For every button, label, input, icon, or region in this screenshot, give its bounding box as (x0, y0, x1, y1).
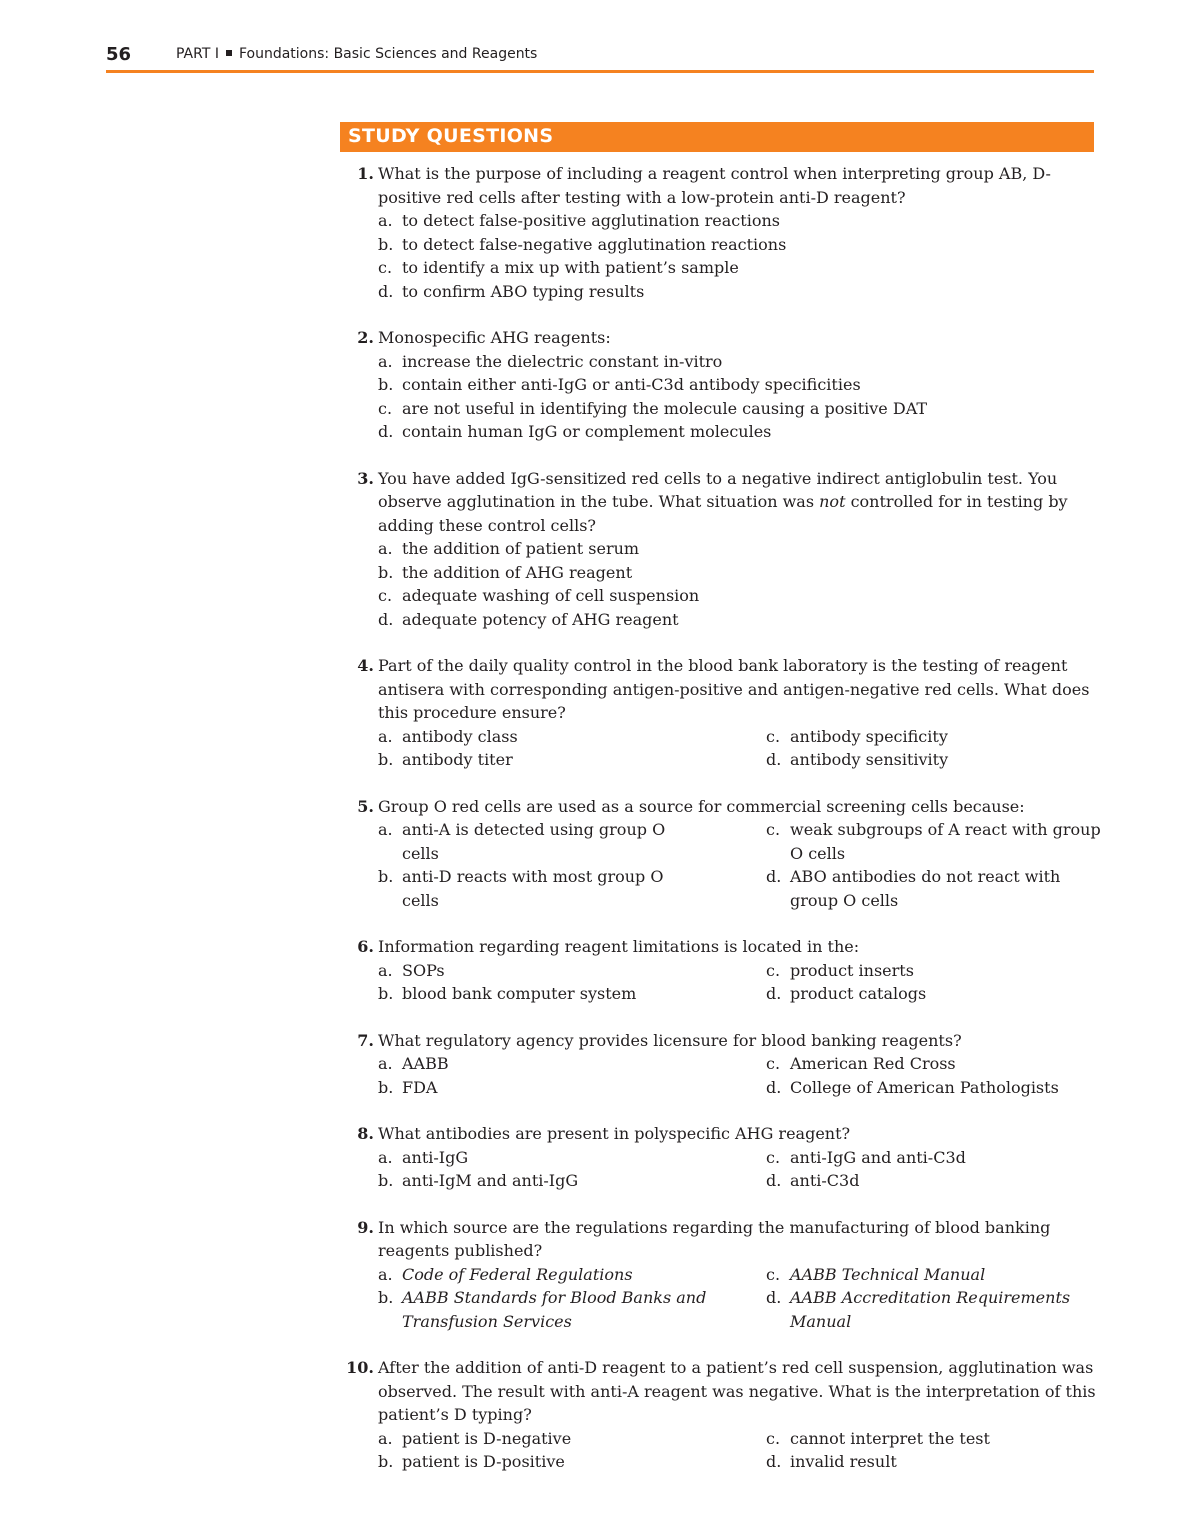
option-letter: a. (378, 211, 393, 230)
option-b (378, 1076, 766, 1100)
option-letter: d. (766, 984, 782, 1003)
option-text: anti-IgM and anti-IgG (402, 1171, 579, 1190)
option-letter: d. (766, 1171, 782, 1190)
option-b (378, 982, 766, 1006)
option-text: AABB Accreditation Requirements Manual (790, 1288, 1071, 1331)
option-text: contain either anti-IgG or anti-C3d antibody specificities (402, 375, 861, 394)
question-stem: What regulatory agency provides licensure for blood banking reagents? (378, 1030, 962, 1050)
option-text: to identify a mix up with patient’s sample (402, 258, 739, 277)
option-letter: b. (378, 1452, 394, 1471)
option-d (378, 608, 1100, 632)
option-list (340, 350, 1100, 444)
option-letter: a. (378, 726, 393, 746)
question-1 (340, 162, 1100, 303)
question-stem (378, 467, 1100, 538)
option-c (766, 1146, 1096, 1170)
question-stem: In which source are the regulations regarding the manufacturing of blood banking reagents published? (378, 1217, 1051, 1260)
option-letter: a. (378, 1054, 393, 1073)
question-list (340, 162, 1100, 1497)
option-a (378, 725, 766, 749)
option-c (766, 1427, 1096, 1451)
option-text: FDA (402, 1077, 438, 1097)
question-stem: What is the purpose of including a reagent control when interpreting group AB, D-positive red cells after testing with a low-protein anti-D reagent? (378, 164, 1051, 207)
option-list (378, 725, 1100, 772)
chapter-title: Foundations: Basic Sciences and Reagents (238, 46, 538, 62)
option-text: patient is D-positive (402, 1452, 565, 1471)
question-number: 2. (357, 328, 374, 347)
question-number: 9. (357, 1217, 374, 1237)
option-text: AABB Standards for Blood Banks and Transfusion Services (402, 1288, 707, 1331)
part-label: PART I (176, 46, 219, 62)
question-3 (340, 467, 1100, 632)
question-6 (340, 935, 1100, 1006)
option-a (378, 350, 1100, 374)
option-letter: b. (378, 562, 394, 582)
option-text: Code of Federal Regulations (402, 1264, 633, 1284)
option-text: College of American Pathologists (790, 1077, 1059, 1097)
option-c (766, 1052, 1096, 1076)
question-number: 1. (357, 164, 374, 183)
square-bullet-icon (226, 50, 232, 56)
option-c (766, 959, 1096, 983)
question-number: 5. (357, 796, 374, 816)
option-text: to detect false-negative agglutination reactions (402, 234, 787, 254)
question-number: 3. (357, 468, 374, 488)
question-7 (340, 1029, 1100, 1100)
option-text: product inserts (790, 960, 914, 980)
option-list (378, 1146, 1100, 1193)
page-header (106, 44, 1094, 68)
option-b (378, 373, 1100, 397)
option-letter: a. (378, 960, 393, 980)
question-8 (340, 1122, 1100, 1193)
question-number: 10. (346, 1358, 374, 1377)
option-list (340, 209, 1100, 303)
option-letter: a. (378, 539, 393, 558)
option-b (378, 233, 1100, 257)
stem-text: You have added IgG-sensitized red cells to a negative indirect antiglobulin test. You observe agglutination in the tube. What situation was (378, 468, 1058, 511)
option-text: invalid result (790, 1452, 897, 1471)
option-b (378, 561, 1100, 585)
option-letter: c. (766, 1428, 781, 1448)
option-text: ABO antibodies do not react with group O cells (790, 867, 1061, 910)
option-text: blood bank computer system (402, 984, 637, 1003)
option-b (378, 748, 766, 772)
option-text: cannot interpret the test (790, 1428, 990, 1448)
question-4 (340, 654, 1100, 772)
option-letter: d. (378, 281, 394, 301)
option-letter: b. (378, 375, 394, 394)
option-a (378, 537, 1100, 561)
question-number: 4. (357, 656, 374, 675)
option-text: AABB (402, 1054, 449, 1073)
option-letter: b. (378, 1171, 394, 1190)
option-d (378, 420, 1100, 444)
option-a (378, 818, 688, 865)
question-stem: Part of the daily quality control in the blood bank laboratory is the testing of reagent antisera with corresponding antigen-positive and antigen-negative red cells. What does this procedure ensure? (378, 656, 1090, 722)
option-list (378, 959, 1100, 1006)
stem-emphasis: not (819, 492, 846, 511)
option-letter: c. (378, 258, 393, 277)
option-d (766, 982, 1096, 1006)
option-list (378, 1263, 1100, 1334)
study-questions-banner (340, 122, 1094, 152)
option-letter: c. (378, 586, 393, 605)
option-text: anti-IgG and anti-C3d (790, 1147, 966, 1167)
option-letter: c. (766, 726, 781, 746)
option-a (378, 1146, 766, 1170)
option-d (766, 1450, 1096, 1474)
option-a (378, 959, 766, 983)
question-number: 6. (357, 937, 374, 956)
option-letter: b. (378, 984, 394, 1003)
option-letter: a. (378, 1264, 393, 1284)
option-text: adequate potency of AHG reagent (402, 609, 679, 629)
option-text: weak subgroups of A react with group O cells (790, 820, 1101, 863)
option-text: product catalogs (790, 984, 927, 1003)
option-text: contain human IgG or complement molecules (402, 422, 772, 441)
option-letter: c. (766, 960, 781, 980)
option-letter: b. (378, 750, 394, 769)
option-text: anti-C3d (790, 1171, 860, 1190)
page-number: 56 (106, 44, 132, 65)
option-letter: c. (766, 1264, 781, 1284)
option-letter: d. (378, 422, 394, 441)
option-d (766, 865, 1106, 912)
option-letter: d. (766, 1288, 782, 1307)
option-letter: a. (378, 351, 393, 371)
option-letter: a. (378, 820, 393, 839)
option-a (378, 1427, 766, 1451)
option-letter: c. (766, 1147, 781, 1167)
option-d (766, 1286, 1106, 1333)
option-letter: b. (378, 1077, 394, 1097)
option-text: American Red Cross (790, 1054, 956, 1073)
option-d (378, 280, 1100, 304)
question-stem: After the addition of anti-D reagent to a patient’s red cell suspension, agglutination was observed. The result with anti-A reagent was negative. What is the interpretation of this patient’s D typing? (378, 1358, 1096, 1424)
question-number: 7. (357, 1030, 374, 1050)
option-c (766, 818, 1106, 865)
option-letter: d. (766, 1452, 782, 1471)
option-letter: d. (766, 1077, 782, 1097)
option-text: the addition of AHG reagent (402, 562, 633, 582)
stem-text: controlled for in testing by adding these control cells? (378, 492, 1068, 535)
option-text: antibody specificity (790, 726, 948, 746)
option-list (378, 818, 1100, 912)
option-a (378, 1052, 766, 1076)
option-list (378, 1052, 1100, 1099)
option-a (378, 1263, 708, 1287)
option-letter: c. (766, 1054, 781, 1073)
option-c (378, 397, 1100, 421)
option-b (378, 1169, 766, 1193)
option-letter: c. (766, 820, 781, 839)
option-text: antibody class (402, 726, 518, 746)
option-b (378, 1286, 708, 1333)
option-list (340, 537, 1100, 631)
header-rule (106, 70, 1094, 73)
option-text: antibody titer (402, 750, 513, 769)
option-d (766, 748, 1096, 772)
option-c (766, 725, 1096, 749)
option-a (378, 209, 1100, 233)
option-text: anti-A is detected using group O cells (402, 820, 666, 863)
question-10 (340, 1356, 1100, 1474)
option-letter: d. (766, 750, 782, 769)
option-letter: b. (378, 867, 394, 886)
question-2 (340, 326, 1100, 444)
option-letter: a. (378, 1428, 393, 1448)
question-stem: Information regarding reagent limitations is located in the: (378, 937, 860, 956)
option-c (766, 1263, 1106, 1287)
question-stem: Monospecific AHG reagents: (378, 328, 611, 347)
option-text: the addition of patient serum (402, 539, 640, 558)
option-letter: c. (378, 398, 393, 418)
option-list (378, 1427, 1100, 1474)
question-stem: Group O red cells are used as a source for commercial screening cells because: (378, 796, 1025, 816)
option-letter: b. (378, 234, 394, 254)
option-text: antibody sensitivity (790, 750, 949, 769)
option-letter: d. (766, 867, 782, 886)
question-number: 8. (357, 1124, 374, 1143)
option-text: anti-D reacts with most group O cells (402, 867, 664, 910)
option-text: increase the dielectric constant in-vitro (402, 351, 723, 371)
option-text: are not useful in identifying the molecule causing a positive DAT (402, 398, 928, 418)
option-text: anti-IgG (402, 1147, 469, 1167)
question-5 (340, 795, 1100, 913)
option-d (766, 1169, 1096, 1193)
running-head (176, 46, 537, 62)
option-text: to confirm ABO typing results (402, 281, 645, 301)
option-text: AABB Technical Manual (790, 1264, 986, 1284)
question-9 (340, 1216, 1100, 1334)
option-c (378, 584, 1100, 608)
option-d (766, 1076, 1096, 1100)
option-letter: a. (378, 1147, 393, 1167)
option-text: to detect false-positive agglutination reactions (402, 211, 780, 230)
option-text: adequate washing of cell suspension (402, 586, 700, 605)
option-letter: b. (378, 1288, 394, 1307)
option-b (378, 1450, 766, 1474)
option-text: SOPs (402, 960, 445, 980)
option-b (378, 865, 688, 912)
option-letter: d. (378, 609, 394, 629)
option-c (378, 256, 1100, 280)
question-stem: What antibodies are present in polyspecific AHG reagent? (378, 1124, 851, 1143)
banner-title: STUDY QUESTIONS (348, 125, 554, 147)
option-text: patient is D-negative (402, 1428, 572, 1448)
